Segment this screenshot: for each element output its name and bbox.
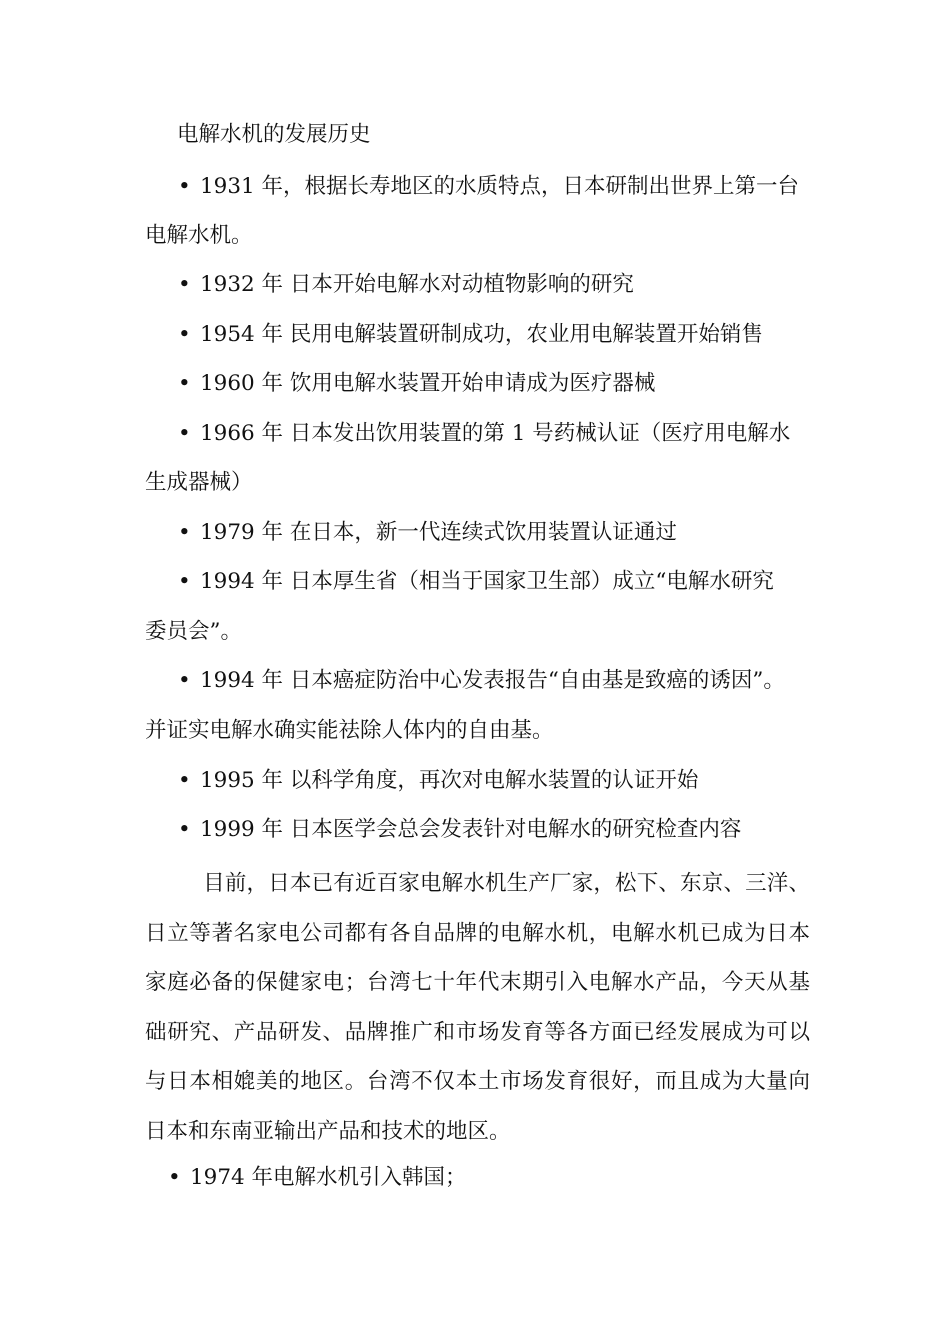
bullet-icon: • [178, 421, 191, 446]
body-paragraph [145, 859, 810, 1156]
bullet-icon: • [168, 1165, 181, 1190]
timeline-item-1932: • 1932 年 日本开始电解水对动植物影响的研究 [178, 270, 634, 300]
timeline-item-1999: • 1999 年 日本医学会总会发表针对电解水的研究检查内容 [178, 815, 741, 845]
timeline-item-1995: • 1995 年 以科学角度，再次对电解水装置的认证开始 [178, 766, 698, 796]
timeline-item-1994-committee-continued: 委员会”。 [145, 619, 242, 644]
timeline-item-1994-committee: • 1994 年 日本厚生省（相当于国家卫生部）成立“电解水研究 [178, 567, 774, 597]
bullet-icon: • [178, 817, 191, 842]
bullet-icon: • [178, 668, 191, 693]
bullet-icon: • [178, 768, 191, 793]
timeline-item-1931-continued: 电解水机。 [145, 223, 253, 248]
timeline-item-1931: • 1931 年，根据长寿地区的水质特点，日本研制出世界上第一台 [178, 172, 799, 202]
bullet-icon: • [178, 272, 191, 297]
bullet-icon: • [178, 322, 191, 347]
bullet-icon: • [178, 520, 191, 545]
timeline-item-1960: • 1960 年 饮用电解水装置开始申请成为医疗器械 [178, 369, 655, 399]
timeline-item-1966: • 1966 年 日本发出饮用装置的第 1 号药械认证（医疗用电解水 [178, 419, 790, 449]
timeline-item-1994-report-continued: 并证实电解水确实能祛除人体内的自由基。 [145, 718, 554, 743]
bullet-icon: • [178, 174, 191, 199]
timeline-item-1979: • 1979 年 在日本，新一代连续式饮用装置认证通过 [178, 518, 677, 548]
timeline-item-1994-report: • 1994 年 日本癌症防治中心发表报告“自由基是致癌的诱因”。 [178, 666, 785, 696]
timeline-item-1974: • 1974 年电解水机引入韩国； [168, 1163, 467, 1193]
timeline-item-1966-continued: 生成器械） [145, 470, 253, 495]
document-title: 电解水机的发展历史 [177, 122, 371, 147]
bullet-icon: • [178, 569, 191, 594]
bullet-icon: • [178, 371, 191, 396]
body-paragraph-text: 目前，日本已有近百家电解水机生产厂家，松下、东京、三洋、日立等著名家电公司都有各自品牌的电解水机，电解水机已成为日本家庭必备的保健家电；台湾七十年代末期引入电解水产品，今天从基础研究、产品研发、品牌推广和市场发育等各方面已经发展成为可以与日本相媲美的地区。台湾不仅本土市场发育很好，而且成为大量向日本和东南亚输出产品和技术的地区。 [145, 871, 810, 1144]
timeline-item-1954: • 1954 年 民用电解装置研制成功，农业用电解装置开始销售 [178, 320, 763, 350]
